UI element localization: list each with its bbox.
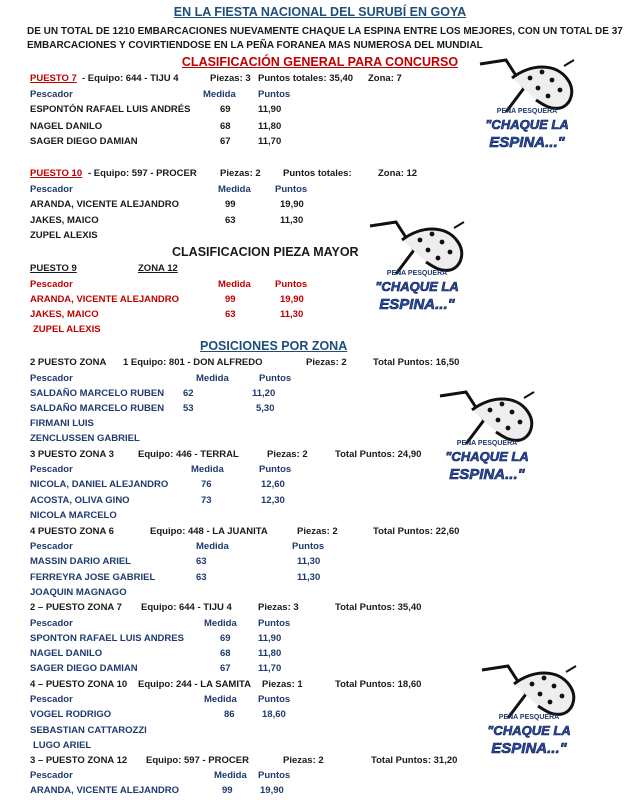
table-row-puntos: 19,90 — [260, 785, 284, 796]
table-row-puntos: 11,80 — [258, 648, 282, 659]
puesto-7-info: - Equipo: 644 - TIJU 4 — [82, 73, 179, 84]
table-row-name: ARANDA, VICENTE ALEJANDRO — [30, 294, 180, 305]
table-row-puntos: 19,90 — [280, 199, 304, 210]
puesto-7-puntos: Puntos totales: 35,40 — [258, 73, 354, 84]
table-row-medida: 73 — [201, 495, 212, 506]
general-heading: CLASIFICACIÓN GENERAL PARA CONCURSO — [181, 55, 459, 69]
zona-group-total: Total Puntos: 18,60 — [335, 679, 422, 690]
col-medida: Medida — [218, 184, 251, 195]
col-medida: Medida — [204, 694, 237, 705]
table-row-puntos: 11,20 — [252, 388, 276, 399]
svg-text:PEÑA PESQUERA: PEÑA PESQUERA — [496, 108, 558, 115]
zona-group-equipo: Equipo: 244 - LA SAMITA — [138, 679, 251, 690]
table-row-puntos: 19,90 — [280, 294, 304, 305]
col-medida: Medida — [204, 618, 237, 629]
table-row-name: ZUPEL ALEXIS — [33, 324, 101, 335]
svg-text:"CHAQUE LA: "CHAQUE LA — [375, 279, 459, 294]
fish-logo-icon — [432, 388, 542, 488]
pieza-mayor-zona: ZONA 12 — [138, 263, 178, 274]
zona-group-equipo: Equipo: 448 - LA JUANITA — [150, 526, 268, 537]
puesto-7-zona: Zona: 7 — [368, 73, 402, 84]
table-row-name: ACOSTA, OLIVA GINO — [30, 495, 130, 506]
col-puntos: Puntos — [258, 770, 291, 781]
col-puntos: Puntos — [258, 618, 291, 629]
table-row-medida: 68 — [220, 121, 231, 132]
col-puntos: Puntos — [259, 464, 292, 475]
table-row-medida: 67 — [220, 663, 231, 674]
table-row-name: ZUPEL ALEXIS — [30, 230, 98, 241]
table-row-medida: 99 — [222, 785, 233, 796]
table-row-puntos: 11,90 — [258, 633, 282, 644]
table-row-puntos: 12,30 — [261, 495, 285, 506]
zona-group-piezas: Piezas: 2 — [306, 357, 347, 368]
table-row-medida: 69 — [220, 104, 231, 115]
pieza-mayor-puesto: PUESTO 9 — [30, 263, 77, 274]
table-row-medida: 62 — [183, 388, 194, 399]
col-pescador: Pescador — [30, 89, 73, 100]
table-row-puntos: 5,30 — [256, 403, 275, 414]
zona-group-piezas: Piezas: 2 — [283, 755, 324, 766]
table-row-medida: 69 — [220, 633, 231, 644]
table-row-name: SAGER DIEGO DAMIAN — [30, 136, 138, 147]
col-puntos: Puntos — [259, 373, 292, 384]
pena-logo — [432, 388, 542, 488]
table-row-name: MASSIN DARIO ARIEL — [30, 556, 131, 567]
table-row-medida: 86 — [224, 709, 235, 720]
col-puntos: Puntos — [275, 279, 308, 290]
table-row-name: JAKES, MAICO — [30, 309, 99, 320]
table-row-name: NAGEL DANILO — [30, 648, 103, 659]
table-row-name: SALDAÑO MARCELO RUBEN — [30, 403, 165, 414]
zona-group-total: Total Puntos: 16,50 — [373, 357, 460, 368]
zona-group-puesto: 4 – PUESTO ZONA 10 — [30, 679, 128, 690]
zona-group-piezas: Piezas: 3 — [258, 602, 299, 613]
zona-group-piezas: Piezas: 2 — [267, 449, 308, 460]
puesto-10-puntos: Puntos totales: — [283, 168, 352, 179]
table-row-name: SPONTON RAFAEL LUIS ANDRES — [30, 633, 184, 644]
pena-logo — [474, 662, 584, 762]
col-medida: Medida — [196, 541, 229, 552]
table-row-name: JOAQUIN MAGNAGO — [30, 587, 127, 598]
table-row-name: FIRMANI LUIS — [30, 418, 94, 429]
puesto-10-info: - Equipo: 597 - PROCER — [88, 168, 197, 179]
puesto-10-piezas: Piezas: 2 — [220, 168, 261, 179]
col-pescador: Pescador — [30, 184, 73, 195]
table-row-puntos: 11,30 — [280, 309, 304, 320]
svg-text:"CHAQUE LA: "CHAQUE LA — [445, 449, 529, 464]
intro-line-1: DE UN TOTAL DE 1210 EMBARCACIONES NUEVAMENTE CHAQUE LA ESPINA ENTRE LOS MEJORES, CON UN TOTAL DE 37 — [27, 26, 623, 37]
zona-group-equipo: Equipo: 446 - TERRAL — [138, 449, 239, 460]
table-row-medida: 63 — [196, 572, 207, 583]
table-row-puntos: 11,30 — [280, 215, 304, 226]
table-row-puntos: 11,30 — [297, 556, 321, 567]
table-row-name: SAGER DIEGO DAMIAN — [30, 663, 138, 674]
col-pescador: Pescador — [30, 464, 73, 475]
table-row-medida: 99 — [225, 294, 236, 305]
table-row-name: ZENCLUSSEN GABRIEL — [30, 433, 140, 444]
svg-text:ESPINA...": ESPINA..." — [491, 740, 567, 757]
zona-group-piezas: Piezas: 2 — [297, 526, 338, 537]
table-row-puntos: 11,70 — [258, 136, 282, 147]
table-row-puntos: 11,80 — [258, 121, 282, 132]
pieza-mayor-heading: CLASIFICACION PIEZA MAYOR — [172, 245, 359, 259]
table-row-name: JAKES, MAICO — [30, 215, 99, 226]
table-row-medida: 68 — [220, 648, 231, 659]
fish-logo-icon — [474, 662, 584, 762]
col-pescador: Pescador — [30, 618, 73, 629]
table-row-puntos: 18,60 — [262, 709, 286, 720]
col-puntos: Puntos — [275, 184, 308, 195]
table-row-name: ARANDA, VICENTE ALEJANDRO — [30, 785, 180, 796]
col-medida: Medida — [191, 464, 224, 475]
zona-group-puesto: 3 – PUESTO ZONA 12 — [30, 755, 128, 766]
col-medida: Medida — [203, 89, 236, 100]
table-row-medida: 53 — [183, 403, 194, 414]
col-puntos: Puntos — [258, 89, 291, 100]
svg-text:"CHAQUE LA: "CHAQUE LA — [487, 723, 571, 738]
table-row-name: ARANDA, VICENTE ALEJANDRO — [30, 199, 180, 210]
zona-group-piezas: Piezas: 1 — [262, 679, 303, 690]
table-row-medida: 67 — [220, 136, 231, 147]
svg-text:ESPINA...": ESPINA..." — [379, 296, 455, 313]
col-medida: Medida — [196, 373, 229, 384]
table-row-name: FERREYRA JOSE GABRIEL — [30, 572, 156, 583]
svg-text:PEÑA PESQUERA: PEÑA PESQUERA — [456, 440, 518, 447]
table-row-puntos: 12,60 — [261, 479, 285, 490]
svg-text:ESPINA...": ESPINA..." — [449, 466, 525, 483]
zona-group-equipo: Equipo: 644 - TIJU 4 — [141, 602, 232, 613]
zona-group-puesto: 2 PUESTO ZONA — [30, 357, 107, 368]
fish-logo-icon — [362, 218, 472, 318]
zona-group-total: Total Puntos: 22,60 — [373, 526, 460, 537]
intro-line-2: EMBARCACIONES Y COVIRTIENDOSE EN LA PEÑA FORANEA MAS NUMEROSA DEL MUNDIAL — [27, 40, 483, 51]
table-row-name: VOGEL RODRIGO — [30, 709, 112, 720]
pena-logo — [472, 56, 582, 156]
col-pescador: Pescador — [30, 279, 73, 290]
svg-text:"CHAQUE LA: "CHAQUE LA — [485, 117, 569, 132]
col-pescador: Pescador — [30, 770, 73, 781]
puesto-10-label: PUESTO 10 — [30, 168, 83, 179]
table-row-name: ESPONTÓN RAFAEL LUIS ANDRÉS — [30, 104, 191, 115]
table-row-puntos: 11,30 — [297, 572, 321, 583]
table-row-medida: 63 — [225, 309, 236, 320]
table-row-name: SALDAÑO MARCELO RUBEN — [30, 388, 165, 399]
zona-group-equipo: Equipo: 597 - PROCER — [146, 755, 249, 766]
svg-text:PEÑA PESQUERA: PEÑA PESQUERA — [498, 714, 560, 721]
puesto-10-zona: Zona: 12 — [378, 168, 418, 179]
zona-group-total: Total Puntos: 31,20 — [371, 755, 458, 766]
table-row-medida: 76 — [201, 479, 212, 490]
table-row-name: SEBASTIAN CATTAROZZI — [30, 725, 147, 736]
puesto-7-piezas: Piezas: 3 — [210, 73, 251, 84]
col-pescador: Pescador — [30, 694, 73, 705]
col-puntos: Puntos — [292, 541, 325, 552]
table-row-name: NAGEL DANILO — [30, 121, 103, 132]
svg-text:ESPINA...": ESPINA..." — [489, 134, 565, 151]
zona-group-total: Total Puntos: 35,40 — [335, 602, 422, 613]
svg-text:PEÑA PESQUERA: PEÑA PESQUERA — [386, 270, 448, 277]
table-row-medida: 99 — [225, 199, 236, 210]
zona-group-puesto: 2 – PUESTO ZONA 7 — [30, 602, 122, 613]
col-puntos: Puntos — [258, 694, 291, 705]
table-row-medida: 63 — [225, 215, 236, 226]
puesto-7-label: PUESTO 7 — [30, 73, 77, 84]
pena-logo — [362, 218, 472, 318]
table-row-puntos: 11,70 — [258, 663, 282, 674]
col-medida: Medida — [214, 770, 247, 781]
table-row-puntos: 11,90 — [258, 104, 282, 115]
zona-heading: POSICIONES POR ZONA — [200, 339, 348, 353]
fish-logo-icon — [472, 56, 582, 156]
table-row-name: NICOLA MARCELO — [30, 510, 117, 521]
col-pescador: Pescador — [30, 373, 73, 384]
table-row-medida: 63 — [196, 556, 207, 567]
zona-group-puesto: 4 PUESTO ZONA 6 — [30, 526, 114, 537]
col-pescador: Pescador — [30, 541, 73, 552]
page-title: EN LA FIESTA NACIONAL DEL SURUBÍ EN GOYA — [173, 5, 467, 19]
col-medida: Medida — [218, 279, 251, 290]
zona-group-equipo: 1 Equipo: 801 - DON ALFREDO — [123, 357, 263, 368]
table-row-name: NICOLA, DANIEL ALEJANDRO — [30, 479, 169, 490]
zona-group-puesto: 3 PUESTO ZONA 3 — [30, 449, 114, 460]
zona-group-total: Total Puntos: 24,90 — [335, 449, 422, 460]
table-row-name: LUGO ARIEL — [33, 740, 92, 751]
